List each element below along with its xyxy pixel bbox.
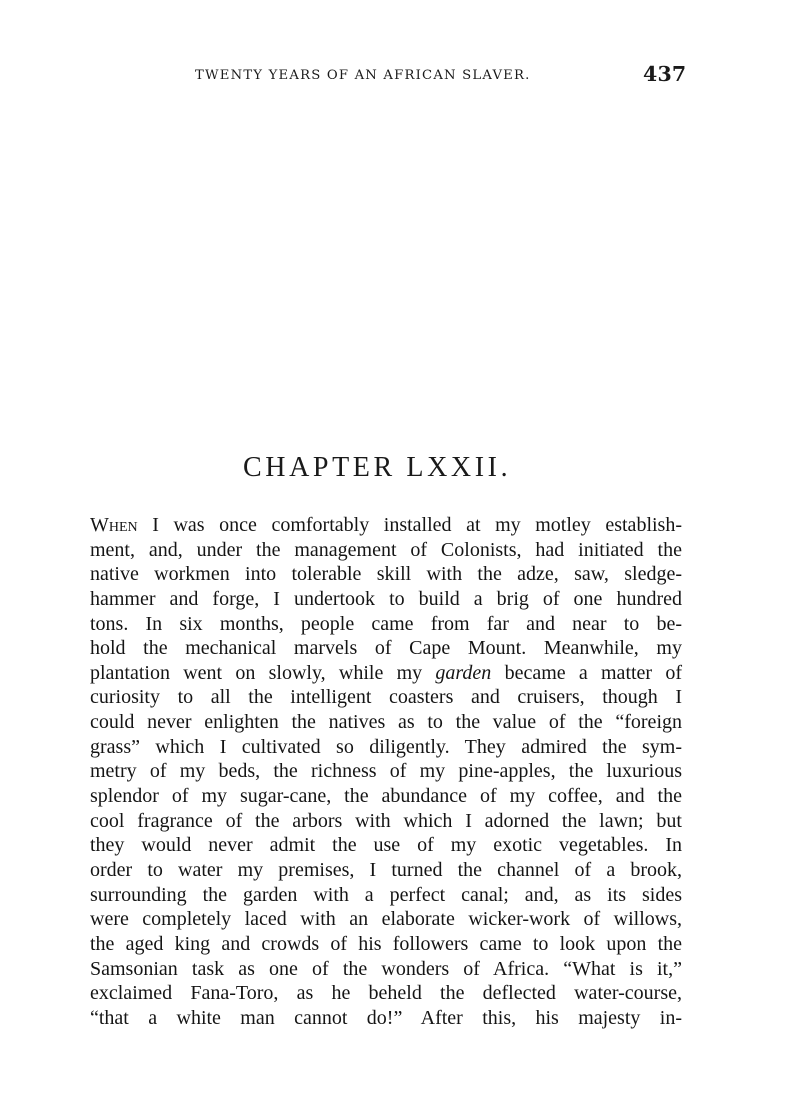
text-line: were completely laced with an elaborate wicker-work of willows,	[90, 908, 682, 931]
line-text: I was once comfortably installed at my motley establish-	[137, 514, 682, 536]
text-line: exclaimed Fana-Toro, as he beheld the deflected water-course,	[90, 982, 682, 1005]
line-text: plantation went on slowly, while my	[90, 661, 436, 684]
italic-word: garden	[435, 661, 492, 684]
running-title: TWENTY YEARS OF AN AFRICAN SLAVER.	[195, 68, 531, 83]
text-line: ment, and, under the management of Colonists, had initiated the	[90, 538, 682, 561]
text-line: hold the mechanical marvels of Cape Mount. Meanwhile, my	[90, 637, 682, 660]
text-line: grass” which I cultivated so diligently. They admired the sym-	[90, 735, 682, 758]
text-line: hammer and forge, I undertook to build a brig of one hundred	[90, 587, 682, 610]
page-number: 437	[643, 62, 687, 86]
text-line: metry of my beds, the richness of my pine-apples, the luxurious	[90, 760, 682, 783]
text-line	[90, 513, 682, 538]
chapter-heading	[0, 452, 800, 492]
text-line: could never enlighten the natives as to the value of the “foreign	[90, 711, 682, 734]
running-header	[0, 0, 800, 110]
text-line: tons. In six months, people came from far and near to be-	[90, 612, 682, 635]
text-line	[90, 661, 682, 686]
text-line: they would never admit the use of my exotic vegetables. In	[90, 834, 682, 857]
text-line: cool fragrance of the arbors with which I adorned the lawn; but	[90, 809, 682, 832]
body-text	[90, 513, 682, 1030]
text-line: Samsonian task as one of the wonders of Africa. “What is it,”	[90, 957, 682, 980]
text-line: splendor of my sugar-cane, the abundance of my coffee, and the	[90, 785, 682, 808]
text-line: “that a white man cannot do!” After this, his majesty in-	[90, 1006, 682, 1029]
line-text: became a matter of	[491, 661, 682, 684]
text-line: curiosity to all the intelligent coasters and cruisers, though I	[90, 686, 682, 709]
text-line: surrounding the garden with a perfect canal; and, as its sides	[90, 883, 682, 906]
text-line: order to water my premises, I turned the channel of a brook,	[90, 858, 682, 881]
opening-word: When	[90, 514, 138, 536]
text-line: native workmen into tolerable skill with the adze, saw, sledge-	[90, 563, 682, 586]
chapter-title: CHAPTER LXXII.	[243, 452, 512, 483]
text-line: the aged king and crowds of his followers came to look upon the	[90, 932, 682, 955]
